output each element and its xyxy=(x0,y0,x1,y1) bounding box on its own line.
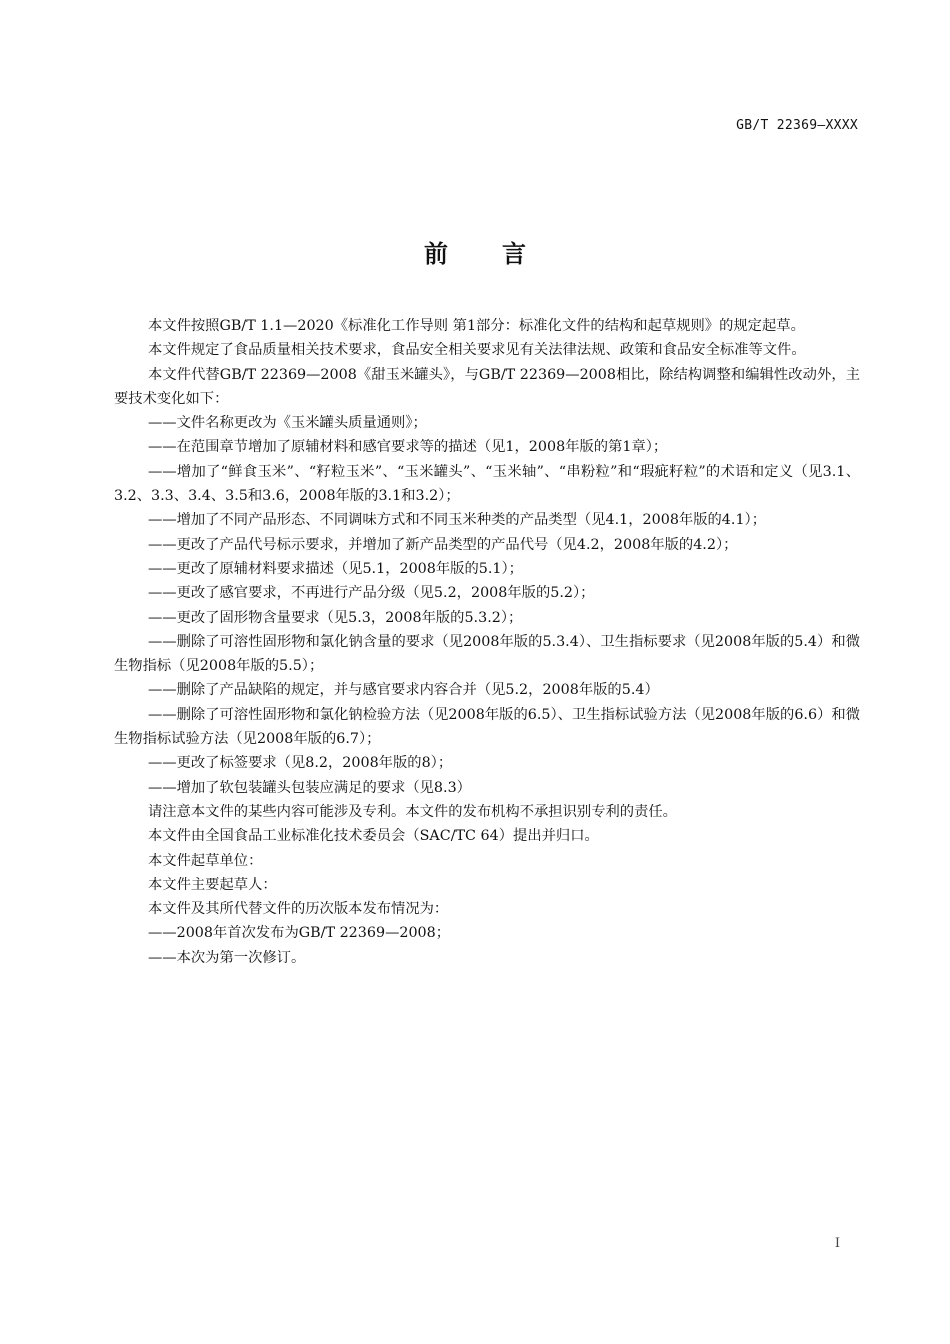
change-item: ——增加了不同产品形态、不同调味方式和不同玉米种类的产品类型（见4.1，2008年版的4.1）； xyxy=(148,512,766,529)
history-item: ——本次为第一次修订。 xyxy=(148,949,306,966)
paragraph: 本文件主要起草人： xyxy=(148,876,277,893)
change-item: ——删除了产品缺陷的规定，并与感官要求内容合并（见5.2，2008年版的5.4） xyxy=(148,682,659,699)
change-item: ——更改了感官要求，不再进行产品分级（见5.2，2008年版的5.2）； xyxy=(148,585,595,602)
change-item: ——文件名称更改为《玉米罐头质量通则》； xyxy=(148,415,427,432)
paragraph: 本文件按照GB/T 1.1—2020《标准化工作导则 第1部分：标准化文件的结构和起草规则》的规定起草。 xyxy=(148,318,805,334)
standard-code: GB/T 22369—XXXX xyxy=(736,118,858,133)
history-item: ——2008年首次发布为GB/T 22369—2008； xyxy=(148,925,451,942)
foreword-body xyxy=(114,314,860,970)
change-item: ——更改了原辅材料要求描述（见5.1，2008年版的5.1）； xyxy=(148,560,523,577)
paragraph: 本文件由全国食品工业标准化技术委员会（SAC/TC 64）提出并归口。 xyxy=(148,828,599,845)
page-title: 前言 xyxy=(424,240,580,268)
page-number: I xyxy=(834,1236,840,1251)
change-item: ——增加了“鲜食玉米”、“籽粒玉米”、“玉米罐头”、“玉米轴”、“串粉粒”和“瑕疵籽粒”的术语和定义（见3.1、3.2、3.3、3.4、3.5和3.6，2008年版的3.1和3.2）； xyxy=(114,463,860,505)
change-item: ——更改了固形物含量要求（见5.3，2008年版的5.3.2）； xyxy=(148,609,523,626)
paragraph: 本文件规定了食品质量相关技术要求，食品安全相关要求见有关法律法规、政策和食品安全标准等文件。 xyxy=(148,342,806,359)
change-item: ——更改了标签要求（见8.2，2008年版的8）； xyxy=(148,755,453,772)
paragraph: 本文件起草单位： xyxy=(148,852,263,869)
change-item: ——删除了可溶性固形物和氯化钠检验方法（见2008年版的6.5）、卫生指标试验方法（见2008年版的6.6）和微生物指标试验方法（见2008年版的6.7）； xyxy=(114,706,860,748)
paragraph: 请注意本文件的某些内容可能涉及专利。本文件的发布机构不承担识别专利的责任。 xyxy=(148,803,677,820)
change-item: ——删除了可溶性固形物和氯化钠含量的要求（见2008年版的5.3.4）、卫生指标要求（见2008年版的5.4）和微生物指标（见2008年版的5.5）； xyxy=(114,633,860,675)
change-item: ——在范围章节增加了原辅材料和感官要求等的描述（见1，2008年版的第1章）； xyxy=(148,439,668,456)
paragraph: 本文件及其所代替文件的历次版本发布情况为： xyxy=(148,901,449,918)
change-item: ——增加了软包装罐头包装应满足的要求（见8.3） xyxy=(148,779,471,796)
paragraph: 本文件代替GB/T 22369—2008《甜玉米罐头》，与GB/T 22369—2008相比，除结构调整和编辑性改动外，主要技术变化如下： xyxy=(114,366,860,407)
change-item: ——更改了产品代号标示要求，并增加了新产品类型的产品代号（见4.2，2008年版的4.2）； xyxy=(148,536,738,553)
